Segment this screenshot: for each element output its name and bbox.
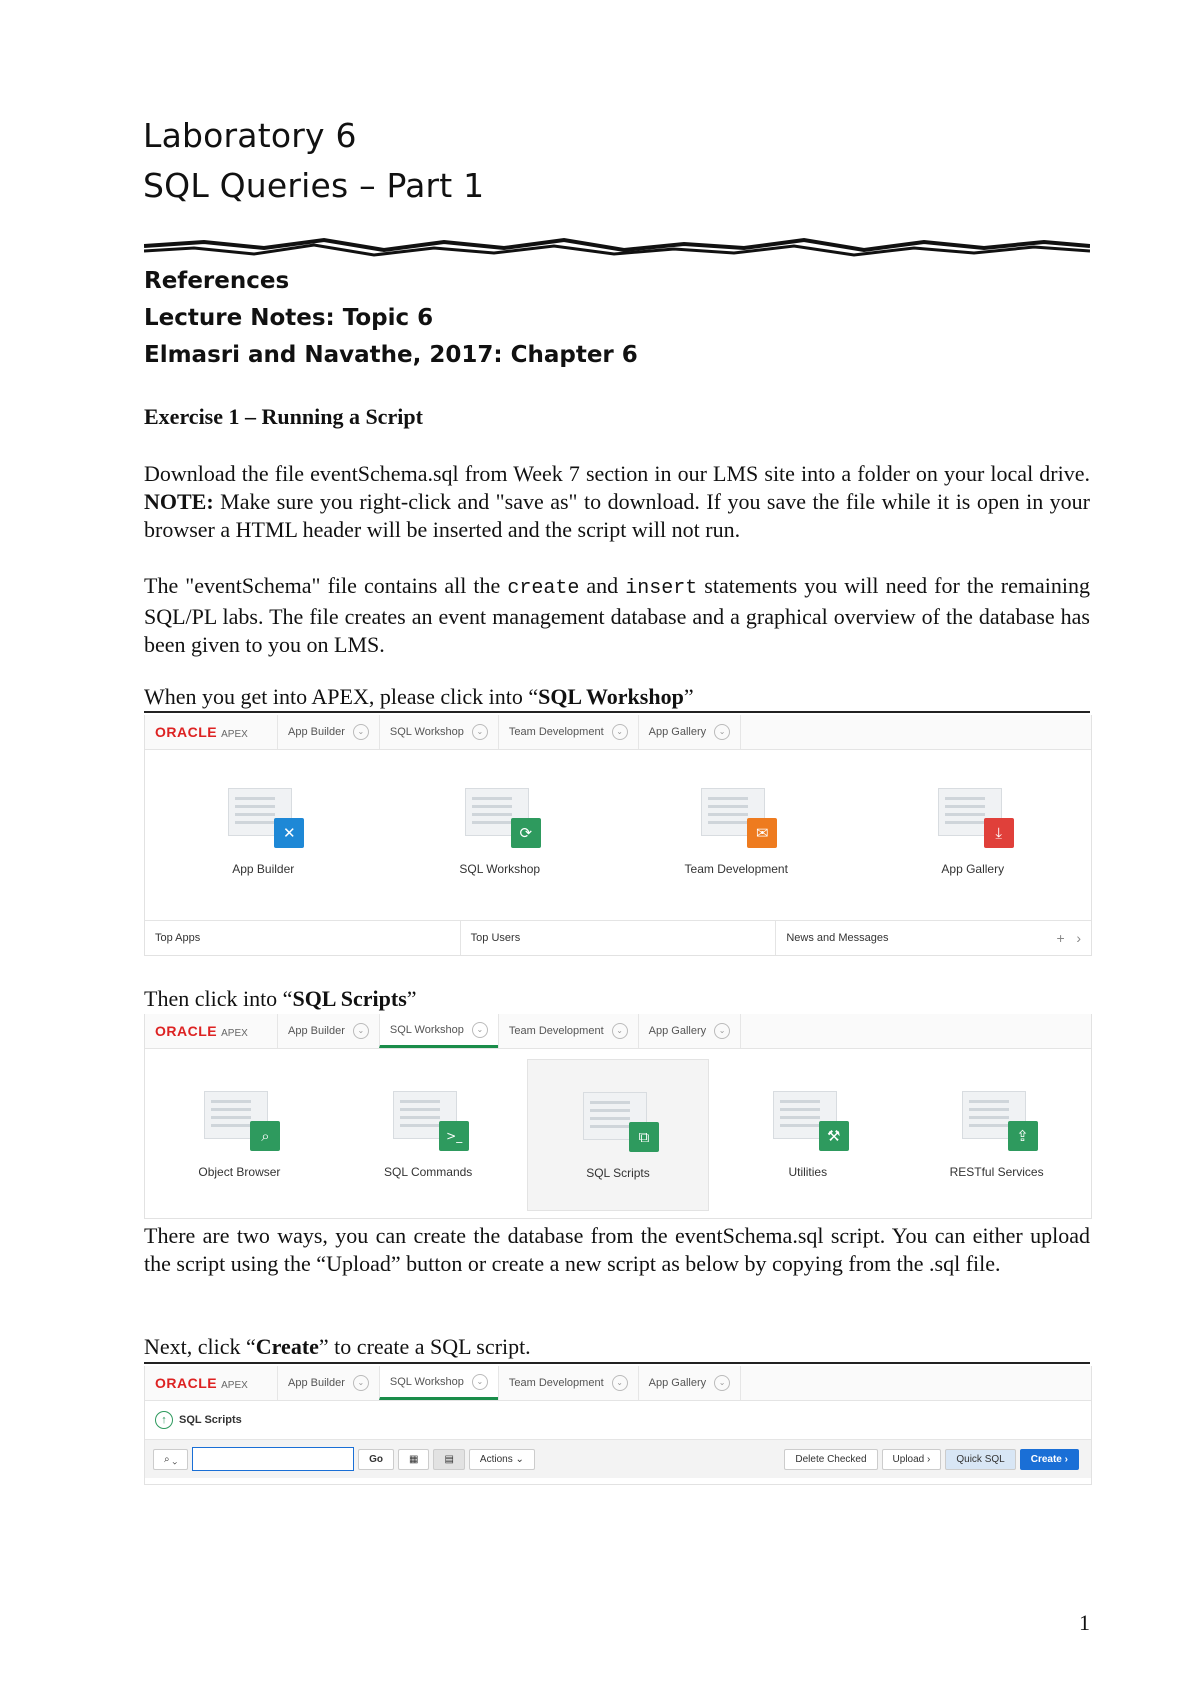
code-insert: insert — [625, 577, 698, 600]
chevron-down-icon[interactable]: ⌄ — [472, 1374, 488, 1390]
nav-label: App Gallery — [648, 1025, 707, 1037]
paragraph-schema-description — [144, 572, 1090, 659]
caption-sql-scripts — [144, 986, 417, 1012]
news-label: News and Messages — [786, 932, 889, 944]
chevron-down-icon[interactable]: ⌄ — [353, 724, 369, 740]
object-browser-icon: ⌕ — [250, 1121, 280, 1151]
tile-label: Utilities — [788, 1165, 828, 1179]
caption2-post: ” — [406, 986, 417, 1011]
tile-label: SQL Workshop — [459, 862, 541, 876]
chevron-right-icon: › — [927, 1453, 931, 1465]
report-view-button[interactable]: ▤ — [433, 1449, 464, 1470]
utilities-icon: ⚒ — [819, 1121, 849, 1151]
caption3-rule — [144, 1362, 1090, 1364]
sql-scripts-icon: ⧉ — [629, 1122, 659, 1152]
tile-image — [228, 788, 298, 840]
nav-sql-workshop[interactable] — [379, 1014, 498, 1048]
sql-workshop-screenshot — [144, 1014, 1092, 1219]
delete-checked-button[interactable]: Delete Checked — [784, 1449, 877, 1470]
workshop-tiles — [145, 1049, 1091, 1217]
nav-sql-workshop[interactable] — [379, 715, 498, 749]
note-label: NOTE: — [144, 489, 214, 514]
tile-label: App Gallery — [941, 862, 1005, 876]
para2-text-1: The "eventSchema" file contains all the — [144, 573, 508, 598]
caption2-pre: Then click into “ — [144, 986, 293, 1011]
top-users-panel[interactable]: Top Users — [461, 921, 777, 955]
tile-image — [938, 788, 1008, 840]
chevron-down-icon[interactable]: ⌄ — [612, 724, 628, 740]
team-development-icon: ✉ — [747, 818, 777, 848]
tile-label: App Builder — [232, 862, 295, 876]
tile-object-browser[interactable] — [149, 1059, 329, 1179]
sql-commands-icon: >_ — [439, 1121, 469, 1151]
reference-textbook: Elmasri and Navathe, 2017: Chapter 6 — [144, 342, 638, 368]
exercise-title: Exercise 1 – Running a Script — [144, 404, 423, 429]
chevron-down-icon[interactable]: ⌄ — [472, 1022, 488, 1038]
caption3-bold: Create — [255, 1334, 319, 1359]
create-label: Create — [1030, 1453, 1062, 1465]
paragraph-download-instructions — [144, 460, 1090, 544]
chevron-right-icon[interactable]: › — [1076, 930, 1082, 946]
tile-restful-services[interactable] — [907, 1059, 1087, 1179]
logo-apex: APEX — [221, 1028, 248, 1039]
paragraph-two-ways: There are two ways, you can create the database from the eventSchema.sql script. You can either upload the script using the “Upload” button or create a new script as below by copying from the .sql file. — [144, 1223, 1090, 1276]
tile-sql-workshop[interactable] — [410, 788, 590, 876]
nav-label: SQL Workshop — [389, 1375, 464, 1388]
create-button[interactable] — [1020, 1449, 1079, 1470]
nav-app-gallery[interactable] — [638, 1366, 741, 1400]
tile-image — [204, 1091, 274, 1143]
actions-label: Actions — [479, 1453, 513, 1465]
nav-label: App Gallery — [648, 1377, 707, 1389]
app-builder-icon: ✕ — [274, 818, 304, 848]
caption1-post: ” — [683, 684, 694, 709]
upload-label: Upload — [892, 1453, 925, 1465]
nav-team-development[interactable] — [498, 1366, 638, 1400]
apex-nav-bar — [145, 1366, 1091, 1401]
apex-home-screenshot — [144, 715, 1092, 956]
tile-label: RESTful Services — [949, 1165, 1044, 1179]
chevron-down-icon[interactable]: ⌄ — [714, 724, 730, 740]
nav-app-builder[interactable] — [277, 1014, 379, 1048]
breadcrumb-sql-scripts[interactable]: SQL Scripts — [179, 1414, 242, 1426]
go-button[interactable]: Go — [358, 1449, 394, 1470]
nav-label: Team Development — [508, 726, 604, 738]
nav-app-builder[interactable] — [277, 1366, 379, 1400]
caption2-bold: SQL Scripts — [292, 986, 407, 1011]
chevron-down-icon: ⌄ — [515, 1453, 524, 1465]
chevron-down-icon[interactable]: ⌄ — [714, 1375, 730, 1391]
chevron-down-icon[interactable]: ⌄ — [353, 1375, 369, 1391]
tile-team-development[interactable] — [646, 788, 826, 876]
lab-subtitle: SQL Queries – Part 1 — [143, 166, 485, 205]
tile-app-builder[interactable] — [173, 788, 353, 876]
nav-team-development[interactable] — [498, 715, 638, 749]
decorative-divider — [144, 236, 1090, 260]
sql-scripts-screenshot — [144, 1366, 1092, 1485]
up-arrow-icon[interactable]: ↑ — [155, 1411, 173, 1429]
caption1-rule — [144, 711, 1090, 713]
scripts-toolbar — [145, 1439, 1091, 1478]
tile-label: SQL Scripts — [586, 1166, 650, 1180]
para2-text-2: and — [579, 573, 626, 598]
logo-apex: APEX — [221, 1380, 248, 1391]
home-tiles — [145, 750, 1091, 920]
chevron-right-icon: › — [1064, 1453, 1068, 1465]
quick-sql-button[interactable]: Quick SQL — [945, 1449, 1015, 1470]
tile-label: Team Development — [684, 862, 788, 876]
oracle-apex-logo — [145, 1023, 277, 1039]
icon-view-button[interactable]: ▦ — [398, 1449, 429, 1470]
restful-services-icon: ⇪ — [1008, 1121, 1038, 1151]
sql-workshop-icon: ⟳ — [511, 818, 541, 848]
tile-image — [583, 1092, 653, 1144]
caption-create — [144, 1334, 531, 1360]
caption3-post: ” to create a SQL script. — [318, 1334, 531, 1359]
logo-apex: APEX — [221, 729, 248, 740]
nav-label: SQL Workshop — [389, 1023, 464, 1036]
chevron-down-icon[interactable]: ⌄ — [714, 1023, 730, 1039]
nav-app-builder[interactable] — [277, 715, 379, 749]
para2-text-3: statements you will need for the remaining SQL/PL labs. The file creates an event management database and a graphical overview of the database has been given to you on LMS. — [144, 573, 1090, 657]
logo-oracle: ORACLE — [155, 724, 218, 740]
caption-sql-workshop — [144, 684, 694, 710]
tile-image — [773, 1091, 843, 1143]
lab-title: Laboratory 6 — [143, 116, 357, 155]
caption1-pre: When you get into APEX, please click into “ — [144, 684, 539, 709]
search-input[interactable] — [192, 1447, 354, 1471]
logo-oracle: ORACLE — [155, 1023, 218, 1039]
home-bottom-bar — [145, 920, 1091, 955]
chevron-down-icon: ⌄ — [172, 1453, 178, 1465]
apex-nav-bar — [145, 1014, 1091, 1049]
nav-label: Team Development — [508, 1377, 604, 1389]
para1-text-1: Download the file eventSchema.sql from Week 7 section in our LMS site into a folder on your local drive. — [144, 461, 1090, 486]
add-icon[interactable]: + — [1056, 930, 1065, 946]
nav-label: App Builder — [288, 1025, 345, 1037]
nav-team-development[interactable] — [498, 1014, 638, 1048]
page-number: 1 — [1079, 1610, 1090, 1635]
search-icon: ⌕ — [164, 1453, 170, 1465]
actions-button[interactable] — [469, 1449, 535, 1470]
nav-sql-workshop[interactable] — [379, 1366, 498, 1400]
nav-label: Team Development — [508, 1025, 604, 1037]
tile-label: Object Browser — [198, 1165, 281, 1179]
tile-image — [962, 1091, 1032, 1143]
caption1-bold: SQL Workshop — [538, 684, 684, 709]
tile-image — [465, 788, 535, 840]
top-apps-panel[interactable]: Top Apps — [145, 921, 461, 955]
oracle-apex-logo — [145, 724, 277, 740]
nav-app-gallery[interactable] — [638, 715, 741, 749]
app-gallery-icon: ⤓ — [984, 818, 1014, 848]
nav-label: App Gallery — [648, 726, 707, 738]
logo-oracle: ORACLE — [155, 1375, 218, 1391]
code-create: create — [507, 577, 580, 600]
nav-label: App Builder — [288, 726, 345, 738]
tile-app-gallery[interactable] — [883, 788, 1063, 876]
chevron-down-icon[interactable]: ⌄ — [472, 724, 488, 740]
tile-utilities[interactable] — [718, 1059, 898, 1179]
tile-image — [393, 1091, 463, 1143]
reference-lecture-notes: Lecture Notes: Topic 6 — [144, 305, 434, 331]
news-and-messages-panel[interactable] — [776, 921, 1091, 955]
para1-text-2: Make sure you right-click and "save as" to download. If you save the file while it is open in your browser a HTML header will be inserted and the script will not run. — [144, 489, 1090, 542]
nav-app-gallery[interactable] — [638, 1014, 741, 1048]
oracle-apex-logo — [145, 1375, 277, 1391]
apex-nav-bar — [145, 715, 1091, 750]
nav-label: App Builder — [288, 1377, 345, 1389]
tile-sql-scripts[interactable] — [527, 1059, 709, 1211]
tile-image — [701, 788, 771, 840]
chevron-down-icon[interactable]: ⌄ — [353, 1023, 369, 1039]
upload-button[interactable] — [882, 1449, 942, 1470]
chevron-down-icon[interactable]: ⌄ — [612, 1023, 628, 1039]
search-options-button[interactable] — [153, 1449, 188, 1470]
tile-label: SQL Commands — [384, 1165, 473, 1179]
references-title: References — [144, 268, 290, 294]
breadcrumb — [145, 1401, 1091, 1439]
caption3-pre: Next, click “ — [144, 1334, 256, 1359]
nav-label: SQL Workshop — [389, 726, 464, 738]
chevron-down-icon[interactable]: ⌄ — [612, 1375, 628, 1391]
tile-sql-commands[interactable] — [338, 1059, 518, 1179]
